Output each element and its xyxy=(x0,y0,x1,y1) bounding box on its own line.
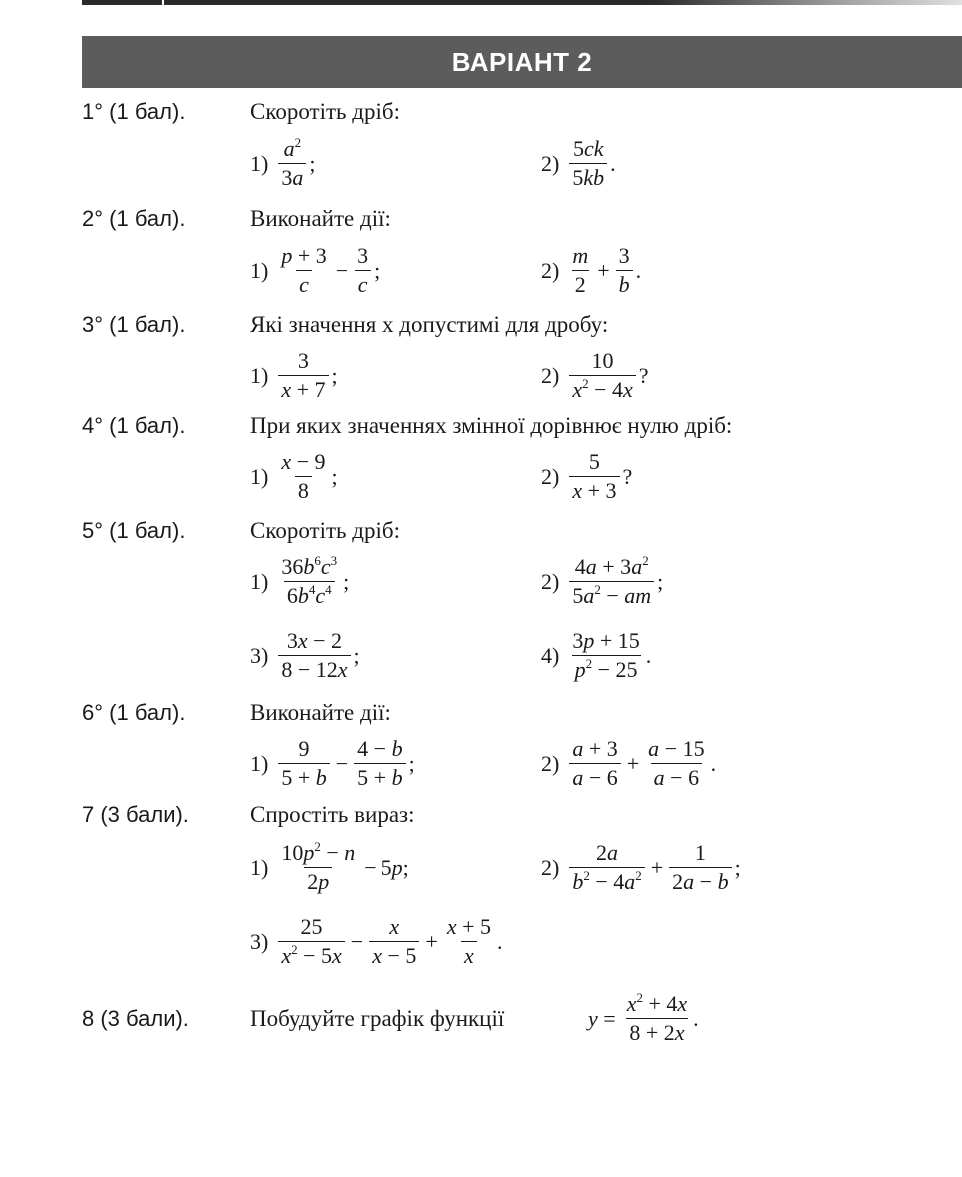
task-3-number: 3° (1 бал). xyxy=(82,312,186,337)
task-6-item-1: 1) $\frac{9}{5 + b}$ − $\frac{4 - b}{5 + b}$ ; xyxy=(250,736,415,790)
item-label: 2) xyxy=(541,750,560,776)
fraction: $\frac{10}{x^2 - 4x}$ xyxy=(569,347,635,404)
item-label: 1) xyxy=(250,750,269,776)
top-rule xyxy=(82,0,962,5)
task-8-number: 8 (3 бали). xyxy=(82,1006,189,1031)
fraction: $\frac{3p + 15}{p^2 - 25}$ xyxy=(572,628,640,682)
task-7-number: 7 (3 бали). xyxy=(82,802,189,827)
item-label: 4) xyxy=(541,642,560,668)
task-2-item-2: 2) $\frac{m}{2}$ + $\frac{3}{b}$ . xyxy=(541,243,642,297)
item-label: 1) xyxy=(250,568,269,594)
item-label: 1) xyxy=(250,854,269,880)
task-2-number: 2° (1 бал). xyxy=(82,206,186,231)
item-label: 2) xyxy=(541,854,560,880)
task-3-item-1: 1) $\frac{3}{x + 7}$ ; xyxy=(250,348,338,402)
task-5-item-1: 1) $\frac{36b^6c^3}{6b^4c^4}$ ; xyxy=(250,553,350,608)
fraction: $\frac{m}{2}$ xyxy=(572,243,589,297)
task-5-item-2: 2) $\frac{4a + 3a^2}{5a^2 - am}$ ; xyxy=(541,553,664,608)
task-5-item-4: 4) $\frac{3p + 15}{p^2 - 25}$ . xyxy=(541,628,652,682)
task-7-item-3: 3) $\frac{25}{x^2 - 5x}$ − $\frac{x}{x - 5}$ + $\frac{x + 5}{x}$ . xyxy=(250,914,503,968)
item-label: 2) xyxy=(541,150,560,176)
fraction: $\frac{x^2 + 4x}{8 + 2x}$ xyxy=(626,990,688,1045)
item-label: 2) xyxy=(541,362,560,388)
task-4-instruction: При яких значеннях змінної дорівнює нулю дріб: xyxy=(250,413,733,438)
task-6-item-2: 2) $\frac{a + 3}{a - 6}$ + $\frac{a - 15}{a - 6}$ . xyxy=(541,736,717,790)
fraction: $\frac{3}{b}$ xyxy=(616,242,633,299)
task-8-item-1: y = $\frac{x^2 + 4x}{8 + 2x}$ . xyxy=(588,990,699,1045)
task-6-number: 6° (1 бал). xyxy=(82,700,186,725)
item-label: 3) xyxy=(250,928,269,954)
item-label: 2) xyxy=(541,257,560,283)
task-3-instruction: Які значення x допустимі для дробу: xyxy=(250,312,609,337)
task-4 xyxy=(82,410,732,442)
fraction: $\frac{3}{x + 7}$ xyxy=(278,347,328,404)
fraction: $\frac{25}{x^2 - 5x}$ xyxy=(278,913,344,970)
task-7-instruction: Спростіть вираз: xyxy=(250,802,415,827)
fraction: $\frac{2a}{b^2 - 4a^2}$ xyxy=(569,839,644,896)
item-label: 1) xyxy=(250,362,269,388)
task-7-item-1: 1) $\frac{10p^2 - n}{2p}$ − 5p; xyxy=(250,839,409,894)
task-7 xyxy=(82,799,415,831)
task-4-item-2: 2) $\frac{5}{x + 3}$ ? xyxy=(541,449,633,503)
task-5-number: 5° (1 бал). xyxy=(82,518,186,543)
fraction: $\frac{a^2}{3a}$ xyxy=(278,135,306,192)
fraction: $\frac{9}{5 + b}$ xyxy=(278,735,329,792)
item-label: 1) xyxy=(250,150,269,176)
fraction: $\frac{x - 9}{8}$ xyxy=(281,449,326,503)
top-rule-tick xyxy=(162,0,164,5)
fraction: $\frac{x + 5}{x}$ xyxy=(446,914,491,968)
fraction: $\frac{5}{x + 3}$ xyxy=(569,448,619,505)
task-5-item-3: 3) $\frac{3x - 2}{8 - 12x}$ ; xyxy=(250,628,360,682)
item-label: 1) xyxy=(250,257,269,283)
fraction: $\frac{1}{2a - b}$ xyxy=(669,839,731,896)
task-4-number: 4° (1 бал). xyxy=(82,413,186,438)
fraction: $\frac{3x - 2}{8 - 12x}$ xyxy=(278,627,350,684)
task-1 xyxy=(82,96,400,128)
fraction: $\frac{5ck}{5kb}$ xyxy=(569,135,607,192)
item-label: 1) xyxy=(250,463,269,489)
fraction: $\frac{a + 3}{a - 6}$ xyxy=(569,735,620,792)
task-6 xyxy=(82,697,391,729)
fraction: $\frac{36b^6c^3}{6b^4c^4}$ xyxy=(281,553,338,608)
fraction: $\frac{10p^2 - n}{2p}$ xyxy=(281,839,356,894)
fraction: $\frac{x}{x - 5}$ xyxy=(369,913,419,970)
task-8 xyxy=(82,1003,504,1035)
task-1-instruction: Скоротіть дріб: xyxy=(250,99,400,124)
fraction: $\frac{a - 15}{a - 6}$ xyxy=(648,736,705,790)
fraction: $\frac{4a + 3a^2}{5a^2 - am}$ xyxy=(569,553,654,610)
item-label: 3) xyxy=(250,642,269,668)
item-label: 2) xyxy=(541,568,560,594)
task-8-instruction: Побудуйте графік функції xyxy=(250,1006,505,1031)
task-3 xyxy=(82,309,608,341)
task-1-item-1: 1) $\frac{a^2}{3a}$ ; xyxy=(250,135,316,190)
task-5-instruction: Скоротіть дріб: xyxy=(250,518,400,543)
fraction: $\frac{p + 3}{c}$ xyxy=(281,243,327,297)
fraction: $\frac{3}{c}$ xyxy=(354,242,371,299)
task-1-number: 1° (1 бал). xyxy=(82,99,186,124)
task-4-item-1: 1) $\frac{x - 9}{8}$ ; xyxy=(250,449,338,503)
task-2-instruction: Виконайте дії: xyxy=(250,206,391,231)
task-1-item-2: 2) $\frac{5ck}{5kb}$ . xyxy=(541,136,616,190)
fraction: $\frac{4 - b}{5 + b}$ xyxy=(354,735,405,792)
item-label: 2) xyxy=(541,463,560,489)
task-6-instruction: Виконайте дії: xyxy=(250,700,391,725)
task-3-item-2: 2) $\frac{10}{x^2 - 4x}$ ? xyxy=(541,348,649,402)
task-7-item-2: 2) $\frac{2a}{b^2 - 4a^2}$ + $\frac{1}{2a - b}$ ; xyxy=(541,840,741,894)
task-2 xyxy=(82,203,391,235)
variant-banner: ВАРІАНТ 2 xyxy=(82,36,962,88)
task-5 xyxy=(82,515,400,547)
task-2-item-1: 1) $\frac{p + 3}{c}$ − $\frac{3}{c}$ ; xyxy=(250,243,381,297)
